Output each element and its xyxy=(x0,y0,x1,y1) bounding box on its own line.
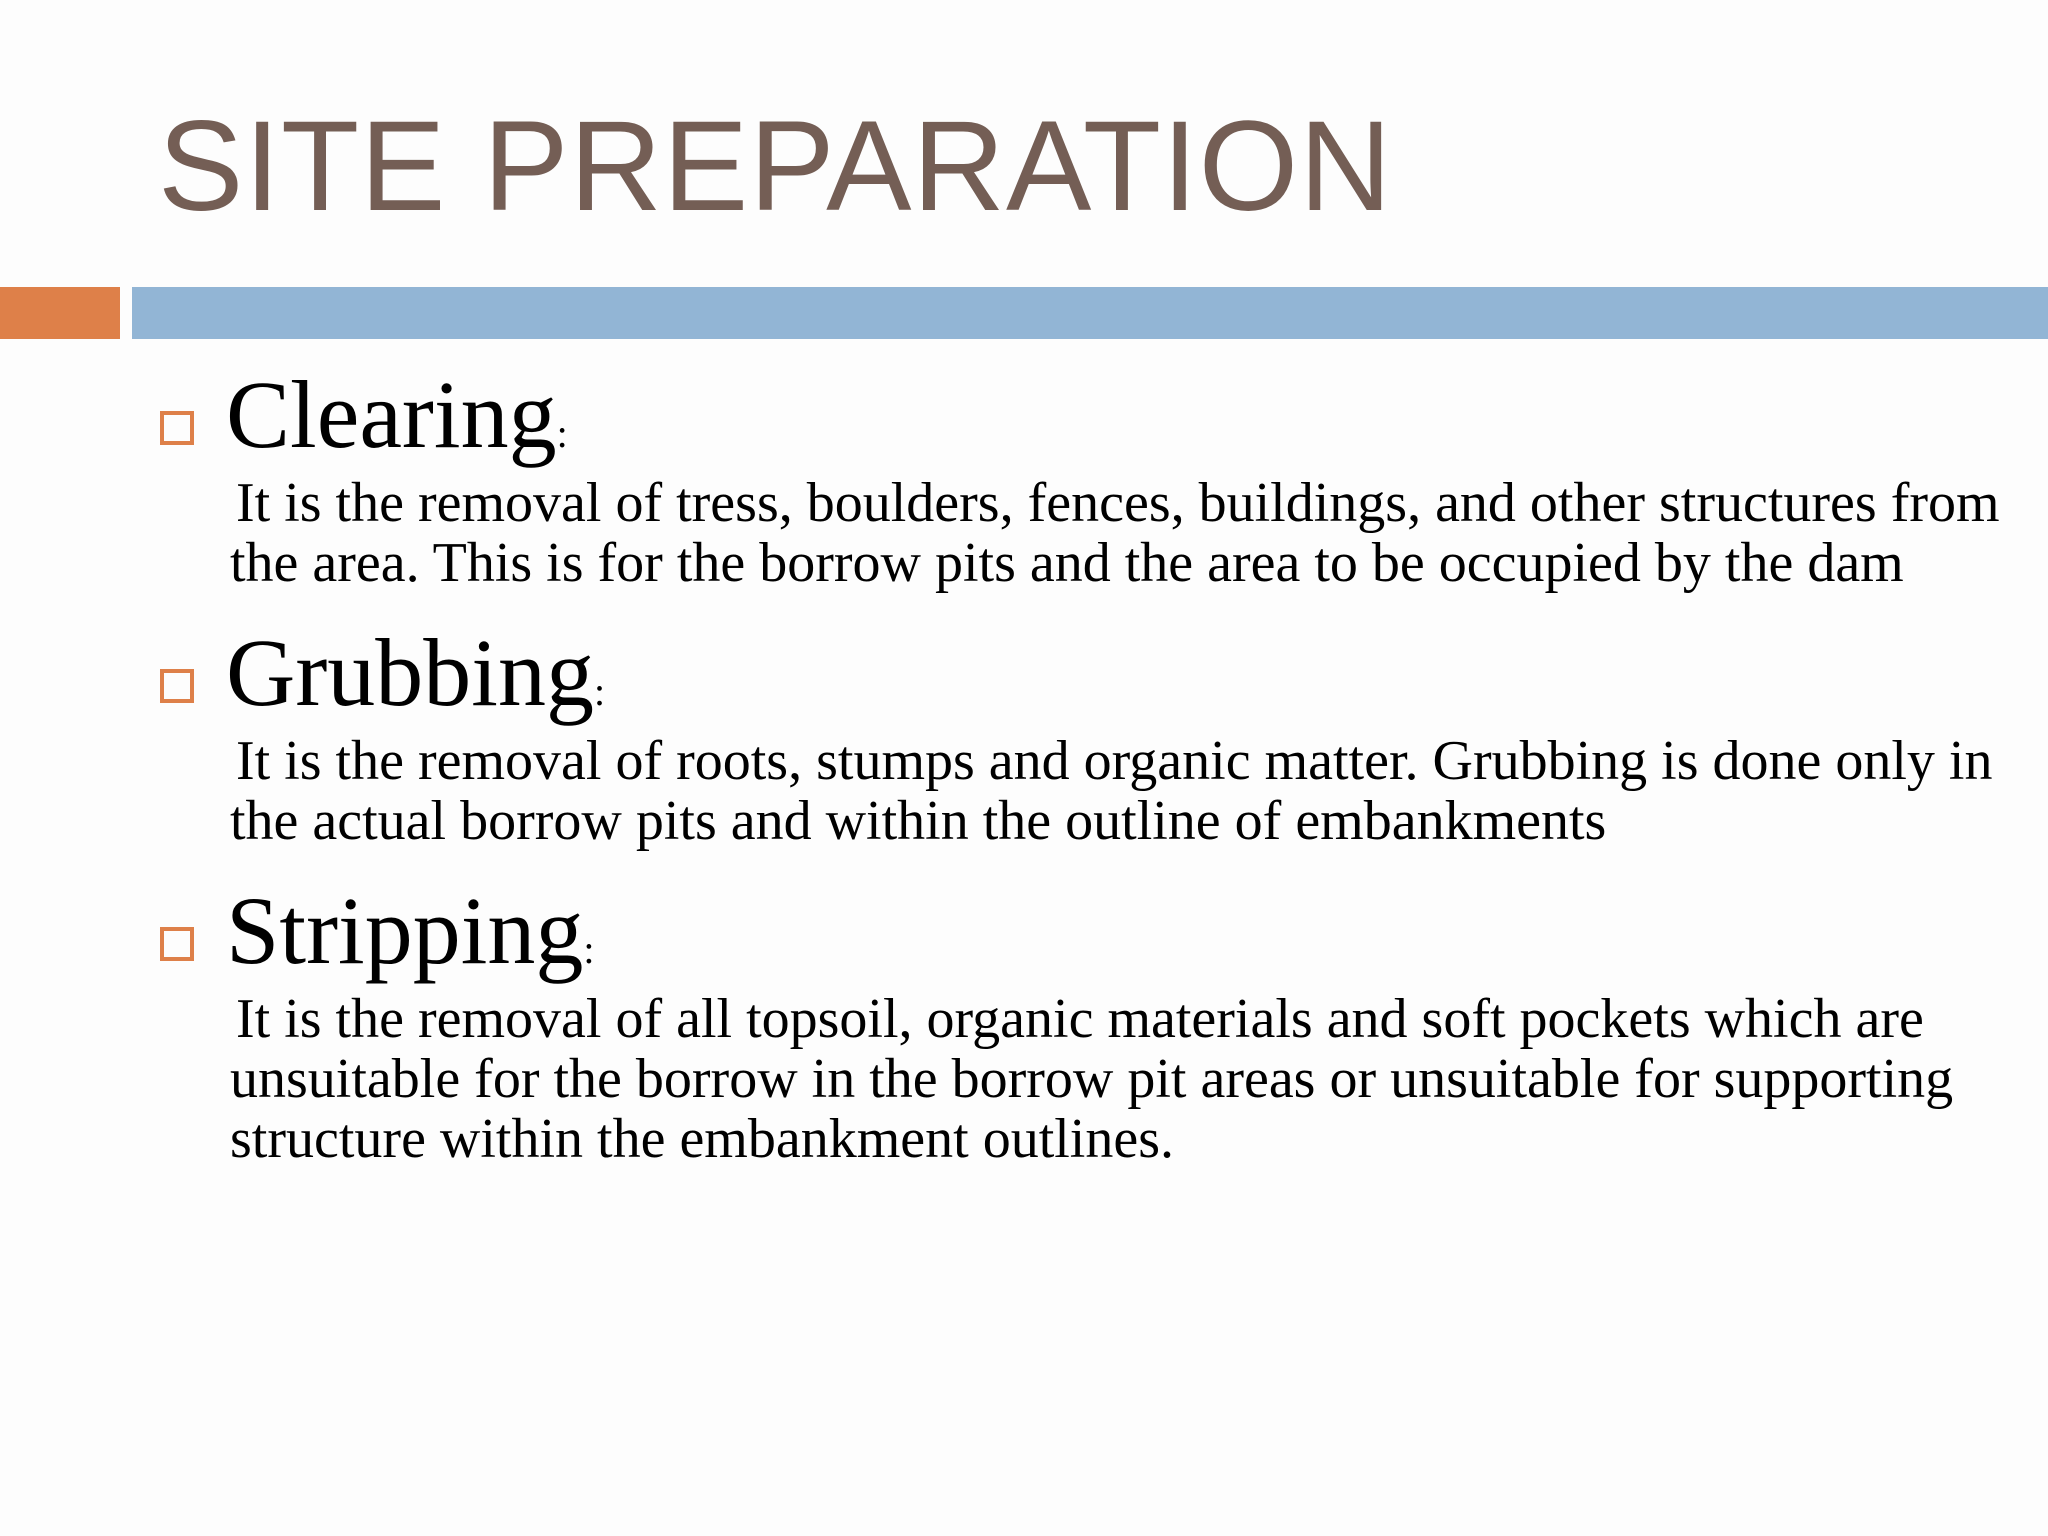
accent-bar-orange xyxy=(0,287,120,339)
bullet-description xyxy=(230,731,2010,851)
square-bullet-icon xyxy=(160,669,194,703)
bullet-description xyxy=(230,473,2010,593)
bullet-description xyxy=(230,989,2010,1169)
heading-colon: : xyxy=(583,927,595,972)
bullet-description-text: It is the removal of roots, stumps and organic matter. Grubbing is done only in the actual borrow pits and within the outline of embankments xyxy=(230,730,1993,852)
slide-title: SITE PREPARATION xyxy=(158,95,1393,238)
square-bullet-icon xyxy=(160,411,194,445)
bullet-heading: Grubbing xyxy=(226,619,594,726)
bullet-item-clearing xyxy=(160,355,2000,594)
bullet-item-stripping xyxy=(160,871,1960,1169)
bullet-heading-row xyxy=(160,613,1960,733)
bullet-heading-row xyxy=(160,355,1960,475)
slide-content xyxy=(160,355,2000,1189)
bullet-description-text: It is the removal of all topsoil, organic materials and soft pockets which are unsuitable for the borrow in the borrow pit areas or unsuitable for supporting structure within the embankment outlines. xyxy=(230,988,1954,1170)
bullet-heading-row xyxy=(160,871,1960,991)
heading-colon: : xyxy=(556,411,568,456)
bullet-heading: Clearing xyxy=(226,361,557,468)
bullet-description-text: It is the removal of tress, boulders, fences, buildings, and other structures from the area. This is for the borrow pits and the area to be occupied by the dam xyxy=(230,472,2000,594)
bullet-item-grubbing xyxy=(160,613,1993,852)
heading-colon: : xyxy=(593,669,606,714)
square-bullet-icon xyxy=(160,927,194,961)
bullet-heading: Stripping xyxy=(226,877,584,984)
accent-bar-blue xyxy=(132,287,2048,339)
